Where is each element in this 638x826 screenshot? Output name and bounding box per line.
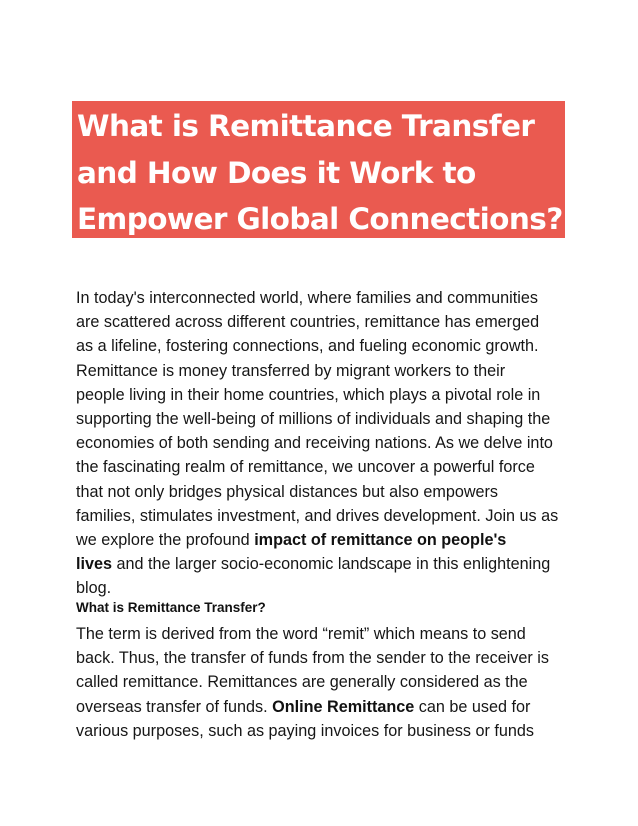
- section-line: called remittance. Remittances are generally considered as the: [76, 673, 528, 692]
- intro-line: economies of both sending and receiving nations. As we delve into: [76, 434, 553, 453]
- intro-line: supporting the well-being of millions of individuals and shaping the: [76, 410, 551, 429]
- intro-line: people living in their home countries, which plays a pivotal role in: [76, 385, 541, 404]
- intro-line: the fascinating realm of remittance, we uncover a powerful force: [76, 458, 535, 477]
- section-text: can be used for: [414, 697, 531, 716]
- intro-line: [76, 528, 566, 552]
- intro-line: as a lifeline, fostering connections, and fueling economic growth.: [76, 337, 539, 356]
- section-heading: What is Remittance Transfer?: [76, 600, 266, 615]
- intro-line: families, stimulates investment, and drives development. Join us as: [76, 506, 559, 525]
- intro-line: are scattered across different countries, remittance has emerged: [76, 313, 540, 332]
- intro-line: blog.: [76, 579, 112, 598]
- section-text: overseas transfer of funds.: [76, 697, 273, 716]
- title-line-2: and How Does it Work to: [77, 156, 476, 190]
- intro-paragraph: [76, 286, 566, 601]
- impact-link-text-end: lives: [76, 555, 113, 574]
- title-line-3: Empower Global Connections?: [77, 202, 563, 236]
- section-line: back. Thus, the transfer of funds from the sender to the receiver is: [76, 649, 549, 668]
- title-banner: [72, 101, 565, 238]
- section-line: various purposes, such as paying invoices for business or funds: [76, 721, 534, 740]
- intro-line: [76, 552, 566, 576]
- online-remittance-link-text: Online Remittance: [272, 697, 415, 716]
- title-line-1: What is Remittance Transfer: [77, 109, 535, 143]
- intro-line: that not only bridges physical distances but also empowers: [76, 482, 499, 501]
- section-line: [76, 695, 566, 719]
- intro-line: In today's interconnected world, where families and communities: [76, 289, 538, 307]
- intro-text: and the larger socio-economic landscape in this enlightening: [112, 555, 551, 574]
- impact-link-text: impact of remittance on people's: [254, 531, 507, 550]
- intro-line: Remittance is money transferred by migrant workers to their: [76, 361, 506, 380]
- section-line: The term is derived from the word “remit” which means to send: [76, 625, 526, 643]
- section-paragraph: [76, 622, 566, 743]
- intro-text: we explore the profound: [76, 531, 255, 550]
